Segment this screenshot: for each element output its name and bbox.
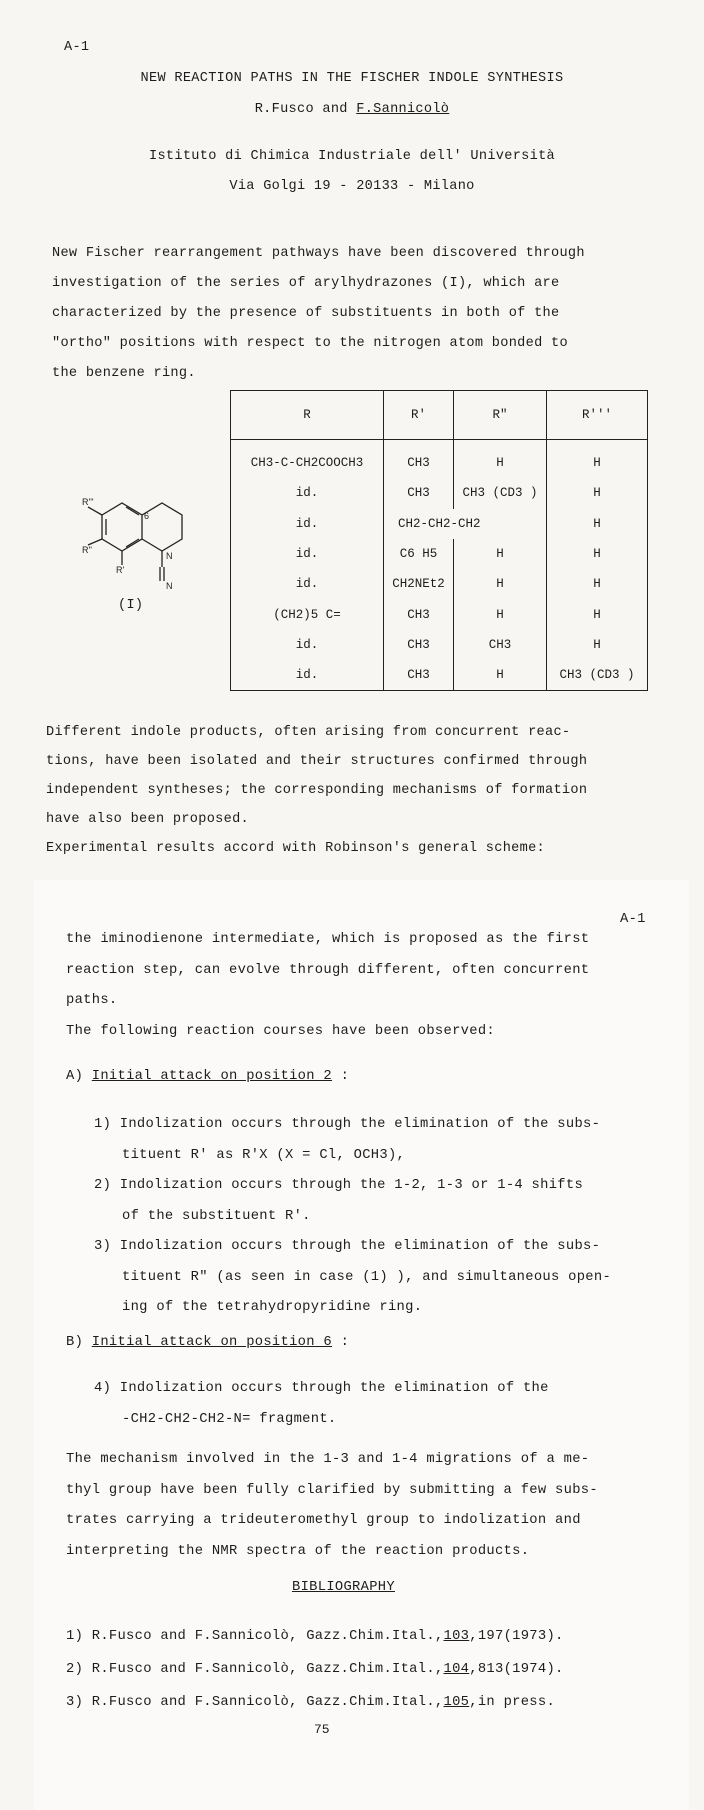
table-cell: CH3 bbox=[384, 630, 454, 660]
svg-text:R': R' bbox=[116, 565, 125, 575]
table-cell: CH3 bbox=[384, 660, 454, 691]
table-header: R''' bbox=[547, 391, 648, 440]
svg-text:N: N bbox=[166, 581, 173, 591]
text-line: The mechanism involved in the 1-3 and 1-4 migrations of a me- bbox=[66, 1452, 590, 1467]
section-b-heading bbox=[66, 1335, 349, 1350]
table-header: R bbox=[231, 391, 384, 440]
table-row bbox=[231, 478, 648, 508]
text-line: The following reaction courses have been observed: bbox=[66, 1023, 495, 1039]
table-cell: CH3 (CD3 ) bbox=[547, 660, 648, 691]
text-line: characterized by the presence of substituents in both of the bbox=[52, 306, 560, 321]
reference-item bbox=[66, 1620, 564, 1653]
page-number: 75 bbox=[314, 1722, 330, 1737]
text-line: thyl group have been fully clarified by submitting a few subs- bbox=[66, 1482, 598, 1498]
reference-pages: ,813(1974). bbox=[469, 1662, 564, 1677]
institute: Istituto di Chimica Industriale dell' Università bbox=[149, 149, 555, 164]
bibliography-list bbox=[66, 1620, 564, 1719]
list-item-cont: tituent R' as R'X (X = Cl, OCH3), bbox=[122, 1147, 406, 1163]
table-row bbox=[231, 630, 648, 660]
section-title: Initial attack on position 2 bbox=[91, 1069, 332, 1084]
section-colon: : bbox=[340, 1069, 350, 1084]
table-header: R" bbox=[454, 391, 547, 440]
list-item: 1) Indolization occurs through the elimination of the subs- bbox=[94, 1117, 601, 1132]
table-cell: C6 H5 bbox=[384, 539, 454, 569]
table-row bbox=[231, 660, 648, 691]
text-line: trates carrying a trideuteromethyl group to indolization and bbox=[66, 1513, 581, 1528]
list-item-cont: ing of the tetrahydropyridine ring. bbox=[122, 1300, 423, 1315]
substituents-table bbox=[230, 390, 648, 691]
text-line: "ortho" positions with respect to the nitrogen atom bonded to bbox=[52, 336, 568, 351]
table-cell: id. bbox=[231, 509, 384, 539]
text-line: the benzene ring. bbox=[52, 366, 196, 381]
list-item-cont: of the substituent R'. bbox=[122, 1208, 311, 1224]
intro-paragraph bbox=[52, 239, 585, 389]
table-cell: (CH2)5 C= bbox=[231, 599, 384, 629]
reference-volume: 105 bbox=[443, 1695, 470, 1710]
table-cell: CH3 bbox=[384, 478, 454, 508]
text-line: interpreting the NMR spectra of the reaction products. bbox=[66, 1543, 530, 1559]
text-line: tions, have been isolated and their structures confirmed through bbox=[46, 754, 588, 769]
svg-text:R''': R''' bbox=[82, 497, 94, 507]
bibliography-heading: BIBLIOGRAPHY bbox=[292, 1580, 395, 1595]
page-tag: A-1 bbox=[64, 40, 90, 55]
table-cell: H bbox=[547, 569, 648, 599]
text-line: Experimental results accord with Robinson's general scheme: bbox=[46, 841, 545, 856]
svg-text:R'': R'' bbox=[82, 545, 92, 555]
svg-text:N: N bbox=[166, 551, 173, 561]
text-line: reaction step, can evolve through different, often concurrent bbox=[66, 962, 590, 978]
table-cell: id. bbox=[231, 539, 384, 569]
paper-title: NEW REACTION PATHS IN THE FISCHER INDOLE SYNTHESIS bbox=[140, 71, 564, 86]
table-cell: CH2-CH2-CH2 bbox=[384, 509, 547, 539]
svg-text:6: 6 bbox=[144, 511, 150, 521]
reference-volume: 104 bbox=[443, 1662, 470, 1677]
table-cell: CH3 bbox=[384, 599, 454, 629]
reference-item bbox=[66, 1686, 564, 1719]
section-letter: A) bbox=[66, 1069, 84, 1084]
table-cell: H bbox=[547, 599, 648, 629]
structure-label: (I) bbox=[118, 598, 144, 613]
table-cell: CH3 bbox=[384, 440, 454, 479]
reference-text: 3) R.Fusco and F.Sannicolò, Gazz.Chim.Ital., bbox=[66, 1695, 444, 1710]
page-tag: A-1 bbox=[620, 912, 646, 927]
table-cell: id. bbox=[231, 660, 384, 691]
section-a-heading bbox=[66, 1069, 349, 1084]
section-b-items bbox=[94, 1374, 549, 1435]
list-item: 4) Indolization occurs through the elimination of the bbox=[94, 1381, 549, 1396]
table-cell: H bbox=[547, 509, 648, 539]
reference-pages: ,197(1973). bbox=[469, 1629, 564, 1644]
table-cell: H bbox=[547, 478, 648, 508]
table-row bbox=[231, 509, 648, 539]
list-item-cont: -CH2-CH2-CH2-N= fragment. bbox=[122, 1411, 337, 1427]
reference-text: 1) R.Fusco and F.Sannicolò, Gazz.Chim.Ital., bbox=[66, 1629, 444, 1644]
table-cell: id. bbox=[231, 630, 384, 660]
section-title: Initial attack on position 6 bbox=[91, 1335, 332, 1350]
intermediate-paragraph bbox=[66, 925, 589, 1047]
results-paragraph bbox=[46, 718, 587, 863]
table-cell: CH3 bbox=[454, 630, 547, 660]
reference-volume: 103 bbox=[443, 1629, 470, 1644]
author-conjunction: and bbox=[322, 102, 348, 117]
mechanism-paragraph bbox=[66, 1445, 598, 1567]
table-header-row bbox=[231, 391, 648, 440]
text-line: the iminodienone intermediate, which is proposed as the first bbox=[66, 932, 590, 947]
author-2: F.Sannicolò bbox=[356, 102, 450, 117]
table-cell: H bbox=[454, 599, 547, 629]
table-row bbox=[231, 569, 648, 599]
second-page bbox=[34, 880, 689, 1810]
table-cell: H bbox=[454, 569, 547, 599]
list-item-cont: tituent R" (as seen in case (1) ), and simultaneous open- bbox=[122, 1269, 612, 1285]
table-header: R' bbox=[384, 391, 454, 440]
reference-item bbox=[66, 1653, 564, 1686]
table-row bbox=[231, 539, 648, 569]
text-line: Different indole products, often arising from concurrent reac- bbox=[46, 725, 571, 740]
table-cell: H bbox=[547, 630, 648, 660]
table-cell: CH3-C-CH2COOCH3 bbox=[231, 440, 384, 479]
table-cell: H bbox=[547, 440, 648, 479]
authors-line bbox=[0, 102, 704, 117]
table-cell: CH2NEt2 bbox=[384, 569, 454, 599]
text-line: New Fischer rearrangement pathways have been discovered through bbox=[52, 246, 585, 261]
table-row bbox=[231, 599, 648, 629]
section-letter: B) bbox=[66, 1335, 84, 1350]
section-a-items bbox=[94, 1110, 611, 1324]
author-1: R.Fusco bbox=[254, 102, 314, 117]
table-cell: H bbox=[454, 660, 547, 691]
text-line: have also been proposed. bbox=[46, 812, 249, 827]
text-line: independent syntheses; the corresponding mechanisms of formation bbox=[46, 783, 588, 798]
text-line: paths. bbox=[66, 993, 118, 1008]
table-cell: id. bbox=[231, 569, 384, 599]
reference-text: 2) R.Fusco and F.Sannicolò, Gazz.Chim.Ital., bbox=[66, 1662, 444, 1677]
list-item: 3) Indolization occurs through the elimination of the subs- bbox=[94, 1239, 601, 1254]
table-cell: CH3 (CD3 ) bbox=[454, 478, 547, 508]
text-line: investigation of the series of arylhydrazones (I), which are bbox=[52, 276, 560, 291]
list-item: 2) Indolization occurs through the 1-2, 1-3 or 1-4 shifts bbox=[94, 1178, 584, 1193]
table-cell: H bbox=[454, 539, 547, 569]
reference-pages: ,in press. bbox=[469, 1695, 556, 1710]
address: Via Golgi 19 - 20133 - Milano bbox=[229, 179, 475, 194]
table-row bbox=[231, 440, 648, 479]
table-cell: H bbox=[454, 440, 547, 479]
table-cell: id. bbox=[231, 478, 384, 508]
table-cell: H bbox=[547, 539, 648, 569]
section-colon: : bbox=[340, 1335, 350, 1350]
